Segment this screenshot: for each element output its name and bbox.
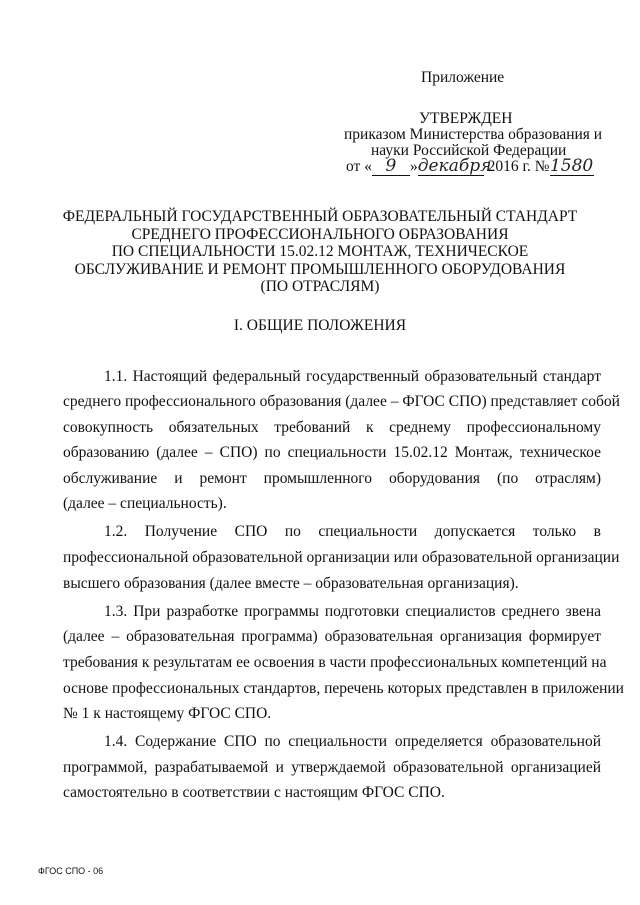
paragraph-line: 1.3. При разработке программы подготовки специалистов среднего звена [104, 603, 601, 620]
paragraph-line: высшего образования (далее вместе – образовательная организация). [63, 575, 519, 592]
paragraph-line: основе профессиональных стандартов, перечень которых представлен в приложении [63, 680, 624, 697]
paragraph-line: (далее – образовательная программа) образовательная организация формирует [63, 628, 601, 645]
paragraph-line: 1.2. Получение СПО по специальности допускается только в [104, 523, 601, 540]
date-month: декабря [417, 156, 492, 176]
paragraph-line: самостоятельно в соответствии с настоящим ФГОС СПО. [63, 784, 445, 801]
title-line: ФЕДЕРАЛЬНЫЙ ГОСУДАРСТВЕННЫЙ ОБРАЗОВАТЕЛЬНЫЙ СТАНДАРТ [62, 208, 578, 225]
order-number: 1580 [549, 156, 594, 176]
paragraph-line: обслуживание и ремонт промышленного оборудования (по отраслям) [63, 470, 601, 487]
paragraph-line: среднего профессионального образования (далее – ФГОС СПО) представляет собой [63, 393, 620, 410]
order-line-1: приказом Министерства образования и [344, 126, 603, 143]
appendix-label: Приложение [421, 69, 505, 86]
footer-code: ФГОС СПО - 06 [38, 866, 104, 876]
document-title [40, 208, 600, 296]
title-line: (ПО ОТРАСЛЯМ) [260, 278, 380, 295]
title-line: ПО СПЕЦИАЛЬНОСТИ 15.02.12 МОНТАЖ, ТЕХНИЧЕСКОЕ [111, 243, 529, 260]
date-mid: » [409, 158, 418, 175]
title-line: СРЕДНЕГО ПРОФЕССИОНАЛЬНОГО ОБРАЗОВАНИЯ [131, 225, 509, 243]
paragraph-line: совокупность обязательных требований к среднему профессиональному [63, 419, 601, 436]
order-line-2: науки Российской Федерации [371, 142, 567, 159]
section-heading: I. ОБЩИЕ ПОЛОЖЕНИЯ [233, 317, 407, 334]
date-year: 2016 г. № [487, 158, 550, 175]
title-line: ОБСЛУЖИВАНИЕ И РЕМОНТ ПРОМЫШЛЕННОГО ОБОРУДОВАНИЯ [74, 260, 566, 278]
paragraph-line: образованию (далее – СПО) по специальности 15.02.12 Монтаж, техническое [63, 444, 601, 461]
paragraph-line: (далее – специальность). [63, 495, 227, 512]
paragraph-line: 1.4. Содержание СПО по специальности определяется образовательной [104, 733, 601, 750]
date-prefix: от « [346, 158, 372, 175]
date-day: 9 [372, 158, 410, 176]
approved-label: УТВЕРЖДЕН [419, 110, 513, 127]
order-date-line [346, 158, 594, 176]
paragraph-line: профессиональной образовательной организации или образовательной организации [63, 549, 620, 566]
paragraph-line: № 1 к настоящему ФГОС СПО. [63, 705, 272, 722]
paragraph-line: 1.1. Настоящий федеральный государственный образовательный стандарт [104, 368, 601, 385]
paragraph-line: программой, разрабатываемой и утверждаемой образовательной организацией [63, 759, 601, 776]
paragraph-line: требования к результатам ее освоения в части профессиональных компетенций на [63, 654, 607, 671]
